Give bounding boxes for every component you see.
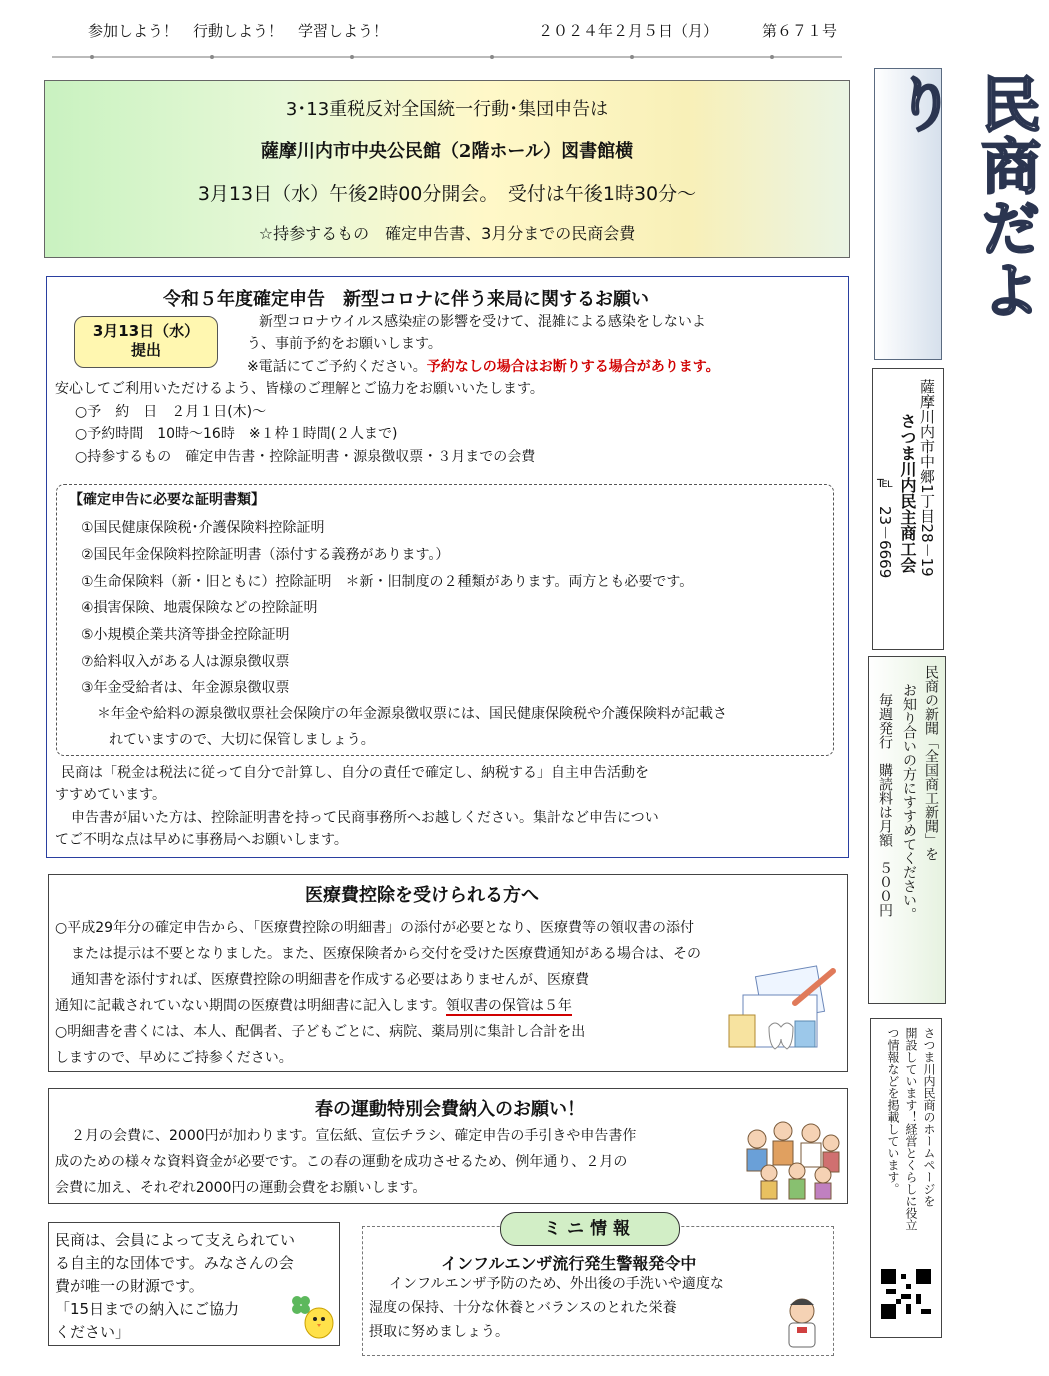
qr-code-icon[interactable] xyxy=(881,1269,931,1319)
spring-campaign-section xyxy=(48,1088,848,1204)
doc-item: ①国民健康保険税･介護保険料控除証明 xyxy=(81,520,325,536)
tax-p3: ※電話にてご予約ください。 xyxy=(247,359,427,375)
org-address: 薩摩川内市中郷1丁目28－19 xyxy=(918,379,936,577)
receipt-retention-note: 領収書の保管は５年 xyxy=(445,998,572,1014)
tax-closing-1: 民商は「税金は税法に従って自分で計算し、自分の責任で確定し、納税する」自主申告活動を xyxy=(61,765,649,781)
banner-venue: 薩摩川内市中央公民館（2階ホール）図書館横 xyxy=(260,141,634,162)
doc-item: ②国民年金保険料控除証明書（添付する義務があります。） xyxy=(81,547,450,563)
doc-item: ④損害保険、地震保険などの控除証明 xyxy=(81,600,318,616)
tax-item-bring: ○持参するもの 確定申告書・控除証明書・源泉徴収票・３月までの会費 xyxy=(75,449,536,465)
doc-item: ⑦給料収入がある人は源泉徴収票 xyxy=(81,654,290,670)
doc-note-2: れていますので、大切に保管しましょう。 xyxy=(109,732,375,748)
website-col1: さつま川内民商のホームページを xyxy=(922,1027,936,1207)
newspaper-ad-col2: お知り合いの方にすすめてください。 xyxy=(901,683,917,921)
tax-closing-4: てご不明な点は早めに事務局へお願いします。 xyxy=(55,832,348,848)
header-slogan: 参加しよう！ 行動しよう！ 学習しよう！ xyxy=(88,22,389,40)
membership-dues-section xyxy=(48,1222,340,1346)
dues-line: る自主的な団体です。みなさんの会 xyxy=(55,1254,294,1272)
medical-line: または提示は不要となりました。また、医療保険者から交付を受けた医療費通知がある場合は、その xyxy=(71,946,701,962)
tax-item-time: ○予約時間 10時～16時 ※１枠１時間(２人まで) xyxy=(75,426,398,442)
tax-section-title: 令和５年度確定申告 新型コロナに伴う来局に関するお願い xyxy=(163,289,649,310)
doc-item: ⑤小規模企業共済等掛金控除証明 xyxy=(81,627,290,643)
mini-line: 摂取に努めましょう。 xyxy=(369,1324,509,1340)
chick-clover-icon xyxy=(287,1291,337,1341)
doc-item: ①生命保険料（新・旧ともに）控除証明 ＊新・旧制度の２種類があります。両方とも必要です。 xyxy=(81,574,694,590)
medical-line: 通知書を添付すれば、医療費控除の明細書を作成する必要はありませんが、医療費 xyxy=(71,972,589,988)
spring-title: 春の運動特別会費納入のお願い！ xyxy=(315,1099,585,1120)
tax-p3-warning: 予約なしの場合はお断りする場合があります。 xyxy=(426,359,720,375)
tax-p2: う、事前予約をお願いします。 xyxy=(247,336,442,352)
org-address-box xyxy=(872,368,944,650)
masthead-title-box xyxy=(874,68,1041,360)
banner-line1: 3･13重税反対全国統一行動･集団申告は xyxy=(285,99,609,120)
people-group-icon xyxy=(739,1117,843,1201)
org-tel: ℡ 23－6669 xyxy=(876,473,894,579)
mini-info-label: ミニ情報 xyxy=(500,1212,680,1246)
website-col2: 開設しています！経営とくらしに役立 xyxy=(904,1027,918,1231)
medical-line: しますので、早めにご持参ください。 xyxy=(55,1050,293,1066)
deadline-label: 提出 xyxy=(130,341,161,359)
receipt-illustration-icon xyxy=(725,965,841,1061)
medical-deduction-section xyxy=(48,874,848,1072)
mini-line: 湿度の保持、十分な休養とバランスのとれた栄養 xyxy=(369,1300,677,1316)
website-col3: つ情報などを掲載しています。 xyxy=(886,1027,900,1195)
spring-line: ２月の会費に、2000円が加わります。宣伝紙、宣伝チラシ、確定申告の手引きや申告書作 xyxy=(71,1128,637,1144)
required-documents-box xyxy=(56,484,834,756)
tax-item-date: ○予 約 日 ２月１日(木)～ xyxy=(75,404,267,420)
masthead-title: 民商だより xyxy=(885,73,1041,321)
dues-line: 民商は、会員によって支えられてい xyxy=(55,1231,296,1249)
newspaper-ad-col1: 民商の新聞「全国商工新聞」を xyxy=(923,665,939,861)
spring-line: 成のための様々な資料資金が必要です。この春の運動を成功させるため、例年通り、２月の xyxy=(55,1154,628,1170)
banner-datetime: 3月13日（水）午後2時00分開会。 受付は午後1時30分～ xyxy=(197,183,697,205)
medical-title: 医療費控除を受けられる方へ xyxy=(305,885,539,906)
tax-closing-3: 申告書が届いた方は、控除証明書を持って民商事務所へお越しください。集計など申告につい xyxy=(71,810,659,826)
doc-item: ③年金受給者は、年金源泉徴収票 xyxy=(81,680,290,696)
mini-line: インフルエンザ予防のため、外出後の手洗いや適度な xyxy=(389,1276,724,1292)
doc-note-1: ＊年金や給料の源泉徴収票社会保険庁の年金源泉徴収票には、国民健康保険税や介護保険料が記載さ xyxy=(97,706,727,722)
org-name: さつま川内民主商工会 xyxy=(898,413,917,573)
collective-filing-banner xyxy=(44,80,850,258)
floral-divider xyxy=(52,50,842,64)
website-box xyxy=(870,1018,942,1338)
newspaper-ad-col3: 毎週発行 購読料は月額 ５００円 xyxy=(877,693,893,917)
doctor-icon xyxy=(777,1293,827,1349)
banner-items: ☆持参するもの 確定申告書、3月分までの民商会費 xyxy=(258,224,636,243)
spring-line: 会費に加え、それぞれ2000円の運動会費をお願いします。 xyxy=(55,1180,427,1196)
dues-line: 費が唯一の財源です。 xyxy=(55,1277,204,1295)
dues-line: ください」 xyxy=(55,1323,131,1341)
mini-title: インフルエンザ流行発生警報発令中 xyxy=(441,1254,697,1273)
header-issue: 第６７１号 xyxy=(762,22,838,40)
medical-line: 通知に記載されていない期間の医療費は明細書に記入します。 xyxy=(55,998,446,1014)
medical-line: ○明細書を書くには、本人、配偶者、子どもごとに、病院、薬局別に集計し合計を出 xyxy=(55,1024,586,1040)
tax-p1: 新型コロナウイルス感染症の影響を受けて、混雑による感染をしないよ xyxy=(259,314,706,330)
tax-closing-2: すすめています。 xyxy=(55,787,167,803)
newspaper-ad-box xyxy=(868,656,946,1004)
docs-title: 【確定申告に必要な証明書類】 xyxy=(69,492,265,508)
header-date: ２０２４年２月５日（月） xyxy=(538,22,719,40)
dues-line: 「15日までの納入にご協力 xyxy=(55,1300,240,1318)
deadline-badge xyxy=(74,316,218,368)
tax-p4: 安心してご利用いただけるよう、皆様のご理解とご協力をお願いいたします。 xyxy=(55,381,544,397)
medical-line: ○平成29年分の確定申告から、「医療費控除の明細書」の添付が必要となり、医療費等の領収書の添付 xyxy=(55,920,695,936)
deadline-date: 3月13日（水） xyxy=(92,322,200,340)
